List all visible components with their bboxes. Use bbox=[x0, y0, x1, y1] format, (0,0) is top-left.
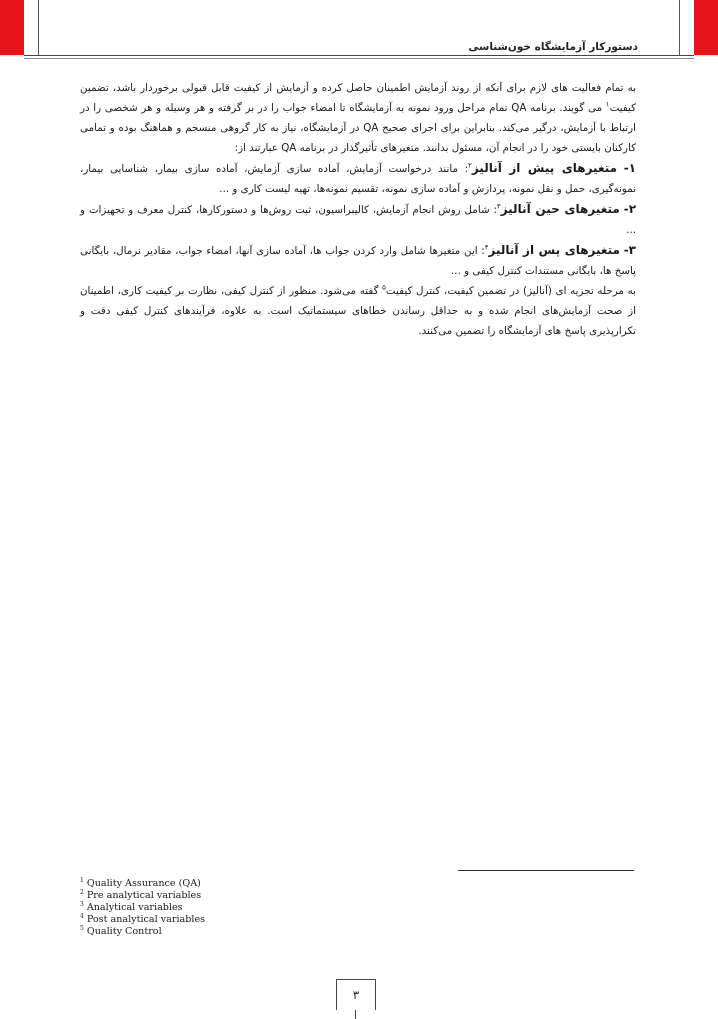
header-vertical-line-left bbox=[38, 0, 39, 55]
header-vertical-line-right bbox=[679, 0, 680, 55]
intro-text-cont: می گویند. برنامه QA تمام مراحل ورود نمونه به آزمایشگاه تا امضاء جواب را در بر گرفته و هر وسیله و هر شخصی را در ارتباط با آزمایش، درگیر می‌کند. بنابراین برای اجرای صحیح QA در آزمایشگاه، نیاز به کار گروهی منسجم و هماهنگ بوده و تمامی کارکنان بایستی خود را در انجام آن، مسئول بدانند. متغیرهای تأثیرگذار در برنامه QA عبارتند از: bbox=[80, 102, 636, 154]
footnote bbox=[80, 878, 380, 890]
header-rule-secondary bbox=[24, 58, 694, 59]
footnote-ref-2: ۲ bbox=[468, 161, 472, 170]
page-header-title: دستورکار آزمایشگاه خون‌شناسی bbox=[468, 41, 638, 53]
item-number: ۲- bbox=[623, 202, 637, 216]
footnote bbox=[80, 902, 380, 914]
footnote-number: 2 bbox=[80, 888, 84, 896]
footnote bbox=[80, 926, 380, 938]
qc-paragraph bbox=[80, 281, 636, 341]
footnote-number: 3 bbox=[80, 900, 84, 908]
item-term: متغیرهای حین آنالیز bbox=[500, 202, 620, 216]
list-item bbox=[80, 199, 636, 240]
footnote-text: Post analytical variables bbox=[86, 914, 206, 925]
item-text: : شامل روش انجام آزمایش، کالیبراسیون، ثبت روش‌ها و دستورکارها، کنترل معرف و تجهیزات و ... bbox=[80, 204, 636, 236]
intro-paragraph bbox=[80, 78, 636, 158]
footnote-text: Quality Control bbox=[86, 926, 162, 937]
item-text: : این متغیرها شامل وارد کردن جواب ها، آماده سازی آنها، امضاء جواب، مقادیر نرمال، بایگانی پاسخ ها، بایگانی مستندات کنترل کیفی و ... bbox=[80, 245, 636, 277]
page-number-tick bbox=[355, 1010, 356, 1019]
footnote-ref-3: ۳ bbox=[496, 202, 501, 211]
page-number: ۳ bbox=[352, 988, 360, 1002]
footnote-ref-4: ۴ bbox=[484, 243, 489, 252]
item-number: ۳- bbox=[623, 243, 636, 257]
item-text: : مانند درخواست آزمایش، آماده سازی آزمایش، آماده سازی بیمار، شناسایی بیمار، نمونه‌گیری، حمل و نقل نمونه، پردازش و آماده سازی نمونه، تقسیم نمونه‌ها، تهیه لیست کاری و ... bbox=[80, 163, 636, 195]
footnote bbox=[80, 890, 380, 902]
intro-text: به تمام فعالیت های لازم برای آنکه از روند آزمایش اطمینان حاصل کرده و آزمایش از کیفیت قابل قبولی برخوردار باشد، تضمین کیفیت bbox=[80, 82, 636, 114]
item-number: ۱- bbox=[623, 161, 636, 175]
page-number-box bbox=[336, 979, 376, 1010]
footnote-text: Quality Assurance (QA) bbox=[86, 878, 201, 889]
footnote-text: Pre analytical variables bbox=[86, 890, 202, 901]
main-content bbox=[80, 78, 636, 341]
list-item bbox=[80, 240, 636, 281]
footnote bbox=[80, 914, 380, 926]
list-item bbox=[80, 158, 636, 199]
header-red-bar-left bbox=[0, 0, 24, 55]
footnote-number: 4 bbox=[80, 912, 84, 920]
header-rule bbox=[24, 55, 694, 56]
footnotes bbox=[80, 878, 380, 938]
footnote-rule bbox=[458, 870, 634, 871]
footnote-number: 5 bbox=[80, 924, 84, 932]
footnote-ref-5: ۵ bbox=[382, 283, 386, 292]
footnote-number: 1 bbox=[80, 876, 84, 884]
qc-text-a: به مرحله تجزیه ای (آنالیز) در تضمین کیفیت، کنترل کیفیت bbox=[385, 285, 636, 297]
header-red-bar-right bbox=[694, 0, 718, 55]
item-term: متغیرهای پس از آنالیز bbox=[488, 243, 620, 257]
footnote-text: Analytical variables bbox=[86, 902, 183, 913]
footnote-ref-1: ۱ bbox=[605, 100, 610, 109]
item-term: متغیرهای پیش از آنالیز bbox=[471, 161, 618, 175]
qc-text-b: گفته می‌شود. منظور از کنترل کیفی، نظارت بر کیفیت کاری، اطمینان از صحت آزمایش‌های انجام شده و به حداقل رساندن خطاهای سیستماتیک است. به علاوه، فرآیندهای کنترل کیفی دقت و تکرارپذیری پاسخ های آزمایشگاه را تضمین می‌کنند. bbox=[80, 285, 636, 337]
